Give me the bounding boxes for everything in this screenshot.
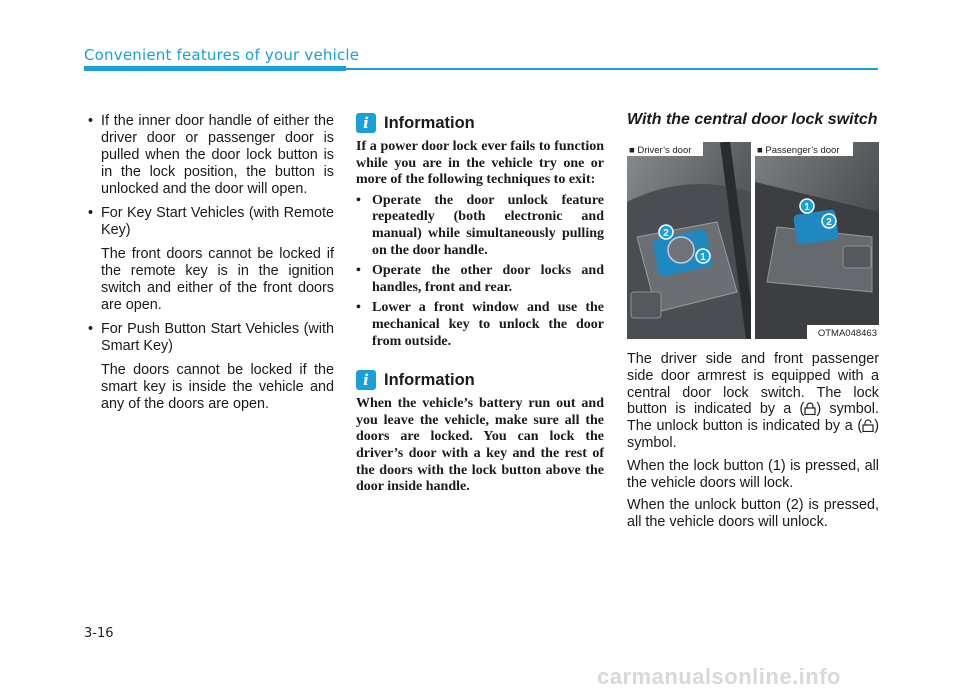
info-icon: i xyxy=(356,370,376,390)
paragraph-text: ) symbol. The unlock button is indicated by a ( xyxy=(627,401,880,435)
info-box-1-header xyxy=(356,113,604,133)
info-box-1-intro: If a power door lock ever fails to function while you are in the vehicle try one or more of the following techniques to exit: xyxy=(356,139,604,188)
info-box-1-item: • Operate the other door locks and handles, front and rear. xyxy=(356,263,604,296)
info-box-1-item: • Lower a front window and use the mechanical key to unlock the door from outside. xyxy=(356,300,604,350)
bullet-door-handle: • If the inner door handle of either the driver door or passenger door is pulled when the door lock button is in the lock position, the button is unlocked and the door will open. xyxy=(84,113,334,198)
figure-label-passenger: ■ Passenger’s door xyxy=(757,145,840,156)
info-icon: i xyxy=(356,113,376,133)
door-switch-figure xyxy=(627,142,879,339)
middle-column xyxy=(356,113,604,500)
watermark: carmanualsonline.info xyxy=(597,664,841,689)
left-column xyxy=(84,113,334,420)
bullet-key-start: • For Key Start Vehicles (with Remote Key) xyxy=(84,205,334,239)
bullet-push-button-detail: The doors cannot be locked if the smart key is inside the vehicle and any of the doors are open. xyxy=(101,362,334,412)
callout-1-right: 1 xyxy=(804,202,810,213)
paragraph-lock-symbols xyxy=(627,351,879,452)
info-box-1-item: • Operate the door unlock feature repeatedly (both electronic and manual) while simultaneously pulling on the door handle. xyxy=(356,193,604,259)
header-rule-thin xyxy=(346,68,878,70)
callout-2-right: 2 xyxy=(826,217,832,228)
section-title: With the central door lock switch xyxy=(627,111,878,128)
lock-symbol-icon xyxy=(804,402,816,415)
right-column xyxy=(627,111,879,537)
page-number: 3-16 xyxy=(84,626,114,641)
door-lock-switch-photo xyxy=(627,142,879,339)
paragraph-text: ) symbol. xyxy=(627,418,879,451)
section-header-title: Convenient features of your vehicle xyxy=(84,46,360,64)
unlock-symbol-icon xyxy=(862,419,874,432)
info-box-2-body: When the vehicle’s battery run out and you leave the vehicle, make sure all the doors are locked. You can lock the driver’s door with a key and the rest of the doors with the lock button above the door inside handle. xyxy=(356,396,604,495)
paragraph-unlock-button: When the unlock button (2) is pressed, all the vehicle doors will unlock. xyxy=(627,497,879,531)
section-body xyxy=(627,351,879,531)
paragraph-text: The driver side and front passenger side door armrest is equipped with a central door lock switch. The lock button is indicated by a ( xyxy=(627,351,879,418)
figure-code: OTMA048463 xyxy=(817,328,877,339)
paragraph-lock-button: When the lock button (1) is pressed, all the vehicle doors will lock. xyxy=(627,457,879,491)
callout-2-left: 2 xyxy=(663,228,669,239)
info-box-2-title: Information xyxy=(384,370,475,389)
figure-label-driver: ■ Driver’s door xyxy=(629,145,692,156)
callout-1-left: 1 xyxy=(700,252,706,263)
info-box-2-header xyxy=(356,370,604,390)
info-box-1-title: Information xyxy=(384,113,475,132)
bullet-push-button: • For Push Button Start Vehicles (with Smart Key) xyxy=(84,321,334,355)
bullet-key-start-detail: The front doors cannot be locked if the remote key is in the ignition switch and either of the front doors are open. xyxy=(101,246,334,313)
header-rule-thick xyxy=(84,66,346,71)
